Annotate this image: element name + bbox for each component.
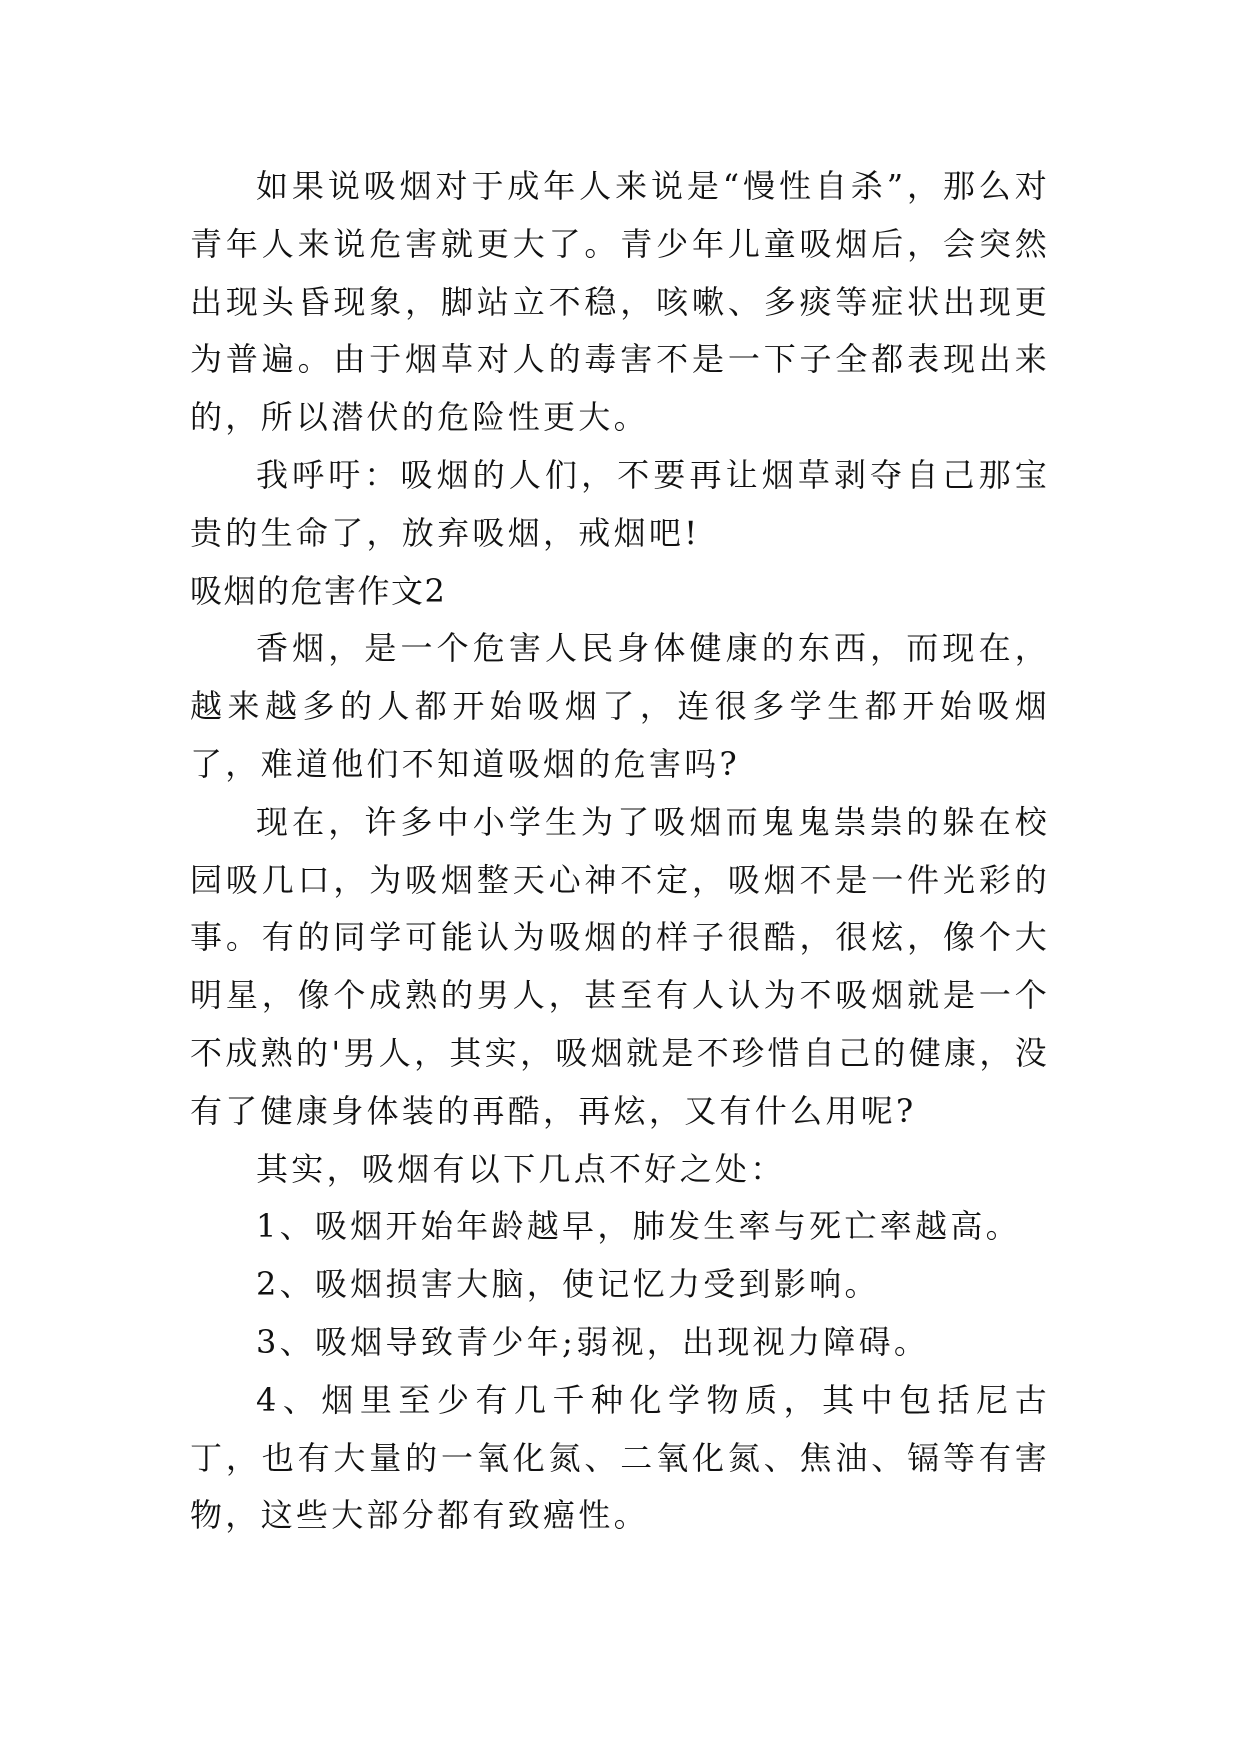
list-item-3: 3、吸烟导致青少年;弱视，出现视力障碍。 (256, 1322, 930, 1361)
list-item-2: 2、吸烟损害大脑，使记忆力受到影响。 (256, 1265, 880, 1304)
paragraph-list-intro: 其实，吸烟有以下几点不好之处： (256, 1149, 786, 1188)
list-item-1: 1、吸烟开始年龄越早，肺发生率与死亡率越高。 (256, 1207, 1021, 1246)
list-item-4: 4、烟里至少有几千种化学物质，其中包括尼古丁，也有大量的一氧化氮、二氧化氮、焦油、镉等有害物，这些大部分都有致癌性。 (190, 1380, 1050, 1535)
paragraph-intro: 香烟，是一个危害人民身体健康的东西，而现在，越来越多的人都开始吸烟了，连很多学生都开始吸烟了，难道他们不知道吸烟的危害吗? (190, 629, 1050, 783)
paragraph-students: 现在，许多中小学生为了吸烟而鬼鬼祟祟的躲在校园吸几口，为吸烟整天心神不定，吸烟不是一件光彩的事。有的同学可能认为吸烟的样子很酷，很炫，像个大明星，像个成熟的男人，甚至有人认为不吸烟就是一个不成熟的'男人，其实，吸烟就是不珍惜自己的健康，没有了健康身体装的再酷，再炫，又有什么用呢? (190, 802, 1050, 1130)
document-body (190, 158, 1050, 1545)
paragraph-appeal: 我呼吁：吸烟的人们，不要再让烟草剥夺自己那宝贵的生命了，放弃吸烟，戒烟吧! (190, 455, 1050, 552)
paragraph-youth-harm: 如果说吸烟对于成年人来说是“慢性自杀”，那么对青年人来说危害就更大了。青少年儿童吸烟后，会突然出现头昏现象，脚站立不稳，咳嗽、多痰等症状出现更为普遍。由于烟草对人的毒害不是一下子全都表现出来的，所以潜伏的危险性更大。 (190, 167, 1050, 437)
section-title: 吸烟的危害作文2 (190, 571, 447, 610)
